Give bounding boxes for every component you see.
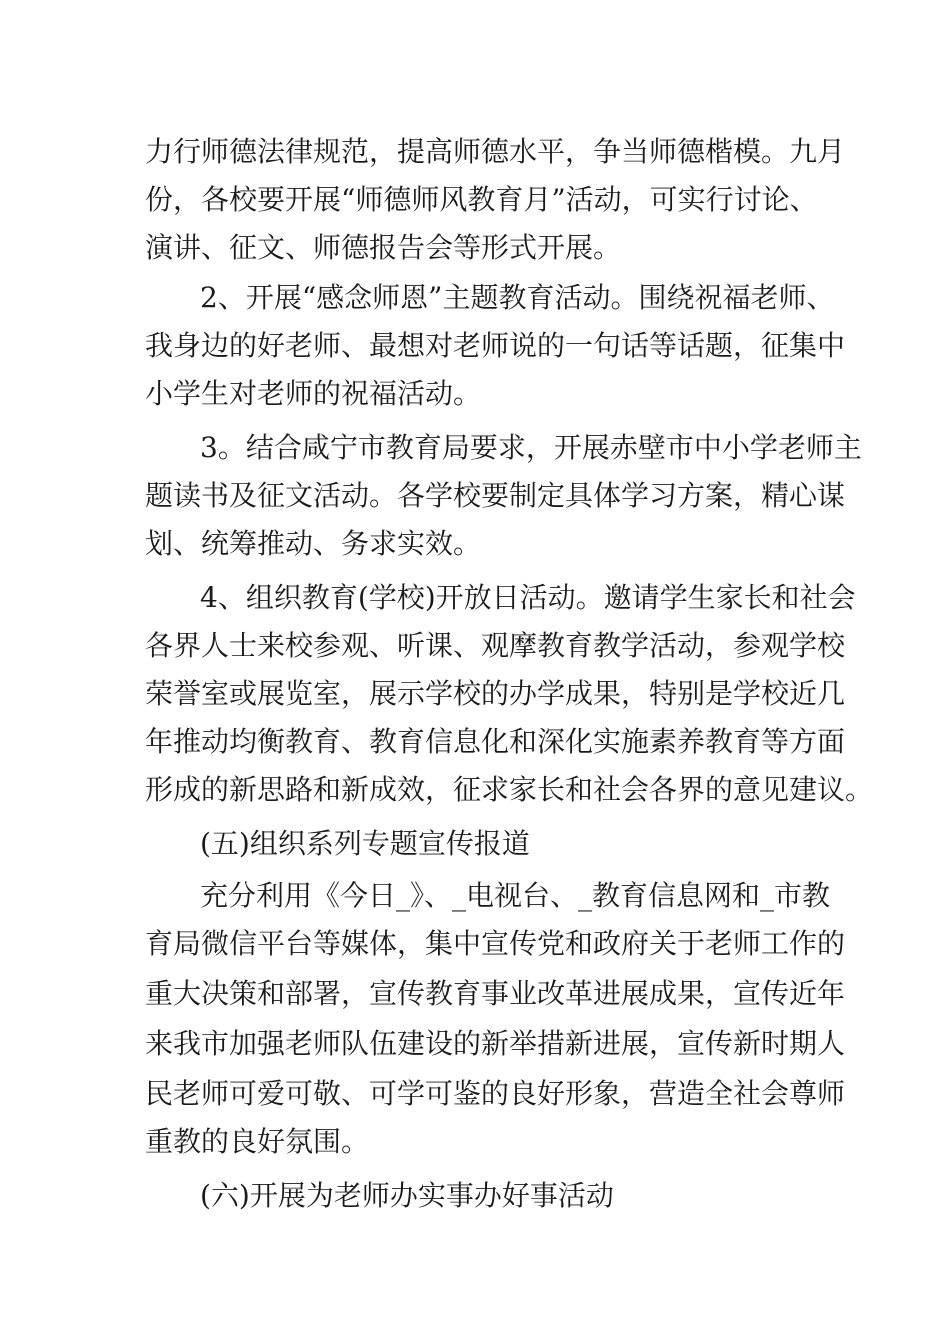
text-line: 划、统筹推动、务求实效。	[145, 527, 482, 560]
text-line: 荣誉室或展览室，展示学校的办学成果，特别是学校近几	[145, 677, 846, 710]
text-line: 来我市加强老师队伍建设的新举措新进展，宣传新时期人	[145, 1027, 846, 1060]
text-line: 充分利用《今日_》、_电视台、_教育信息网和_市教	[200, 879, 831, 912]
text-line: 年推动均衡教育、教育信息化和深化实施素养教育等方面	[145, 725, 846, 758]
text-line: 我身边的好老师、最想对老师说的一句话等话题，征集中	[145, 329, 846, 362]
text-line: 2、开展“感念师恩”主题教育活动。围绕祝福老师、	[200, 281, 835, 314]
text-line: 4、组织教育(学校)开放日活动。邀请学生家长和社会	[200, 581, 856, 614]
text-line: 3。结合咸宁市教育局要求，开展赤壁市中小学老师主	[200, 431, 862, 464]
text-line: 题读书及征文活动。各学校要制定具体学习方案，精心谋	[145, 479, 846, 512]
text-line: 力行师德法律规范，提高师德水平，争当师德楷模。九月	[145, 135, 846, 168]
text-line: 重教的良好氛围。	[145, 1125, 370, 1158]
text-line: 小学生对老师的祝福活动。	[145, 377, 482, 410]
section-heading: (六)开展为老师办实事办好事活动	[200, 1179, 614, 1212]
text-line: 重大决策和部署，宣传教育事业改革进展成果，宣传近年	[145, 977, 846, 1010]
text-line: 份，各校要开展“师德师风教育月”活动，可实行讨论、	[145, 183, 818, 216]
text-line: 各界人士来校参观、听课、观摩教育教学活动，参观学校	[145, 629, 846, 662]
text-line: 演讲、征文、师德报告会等形式开展。	[145, 231, 622, 264]
text-line: 形成的新思路和新成效，征求家长和社会各界的意见建议。	[145, 773, 874, 806]
text-line: 民老师可爱可敬、可学可鉴的良好形象，营造全社会尊师	[145, 1077, 846, 1110]
section-heading: (五)组织系列专题宣传报道	[200, 827, 530, 860]
text-line: 育局微信平台等媒体，集中宣传党和政府关于老师工作的	[145, 927, 846, 960]
